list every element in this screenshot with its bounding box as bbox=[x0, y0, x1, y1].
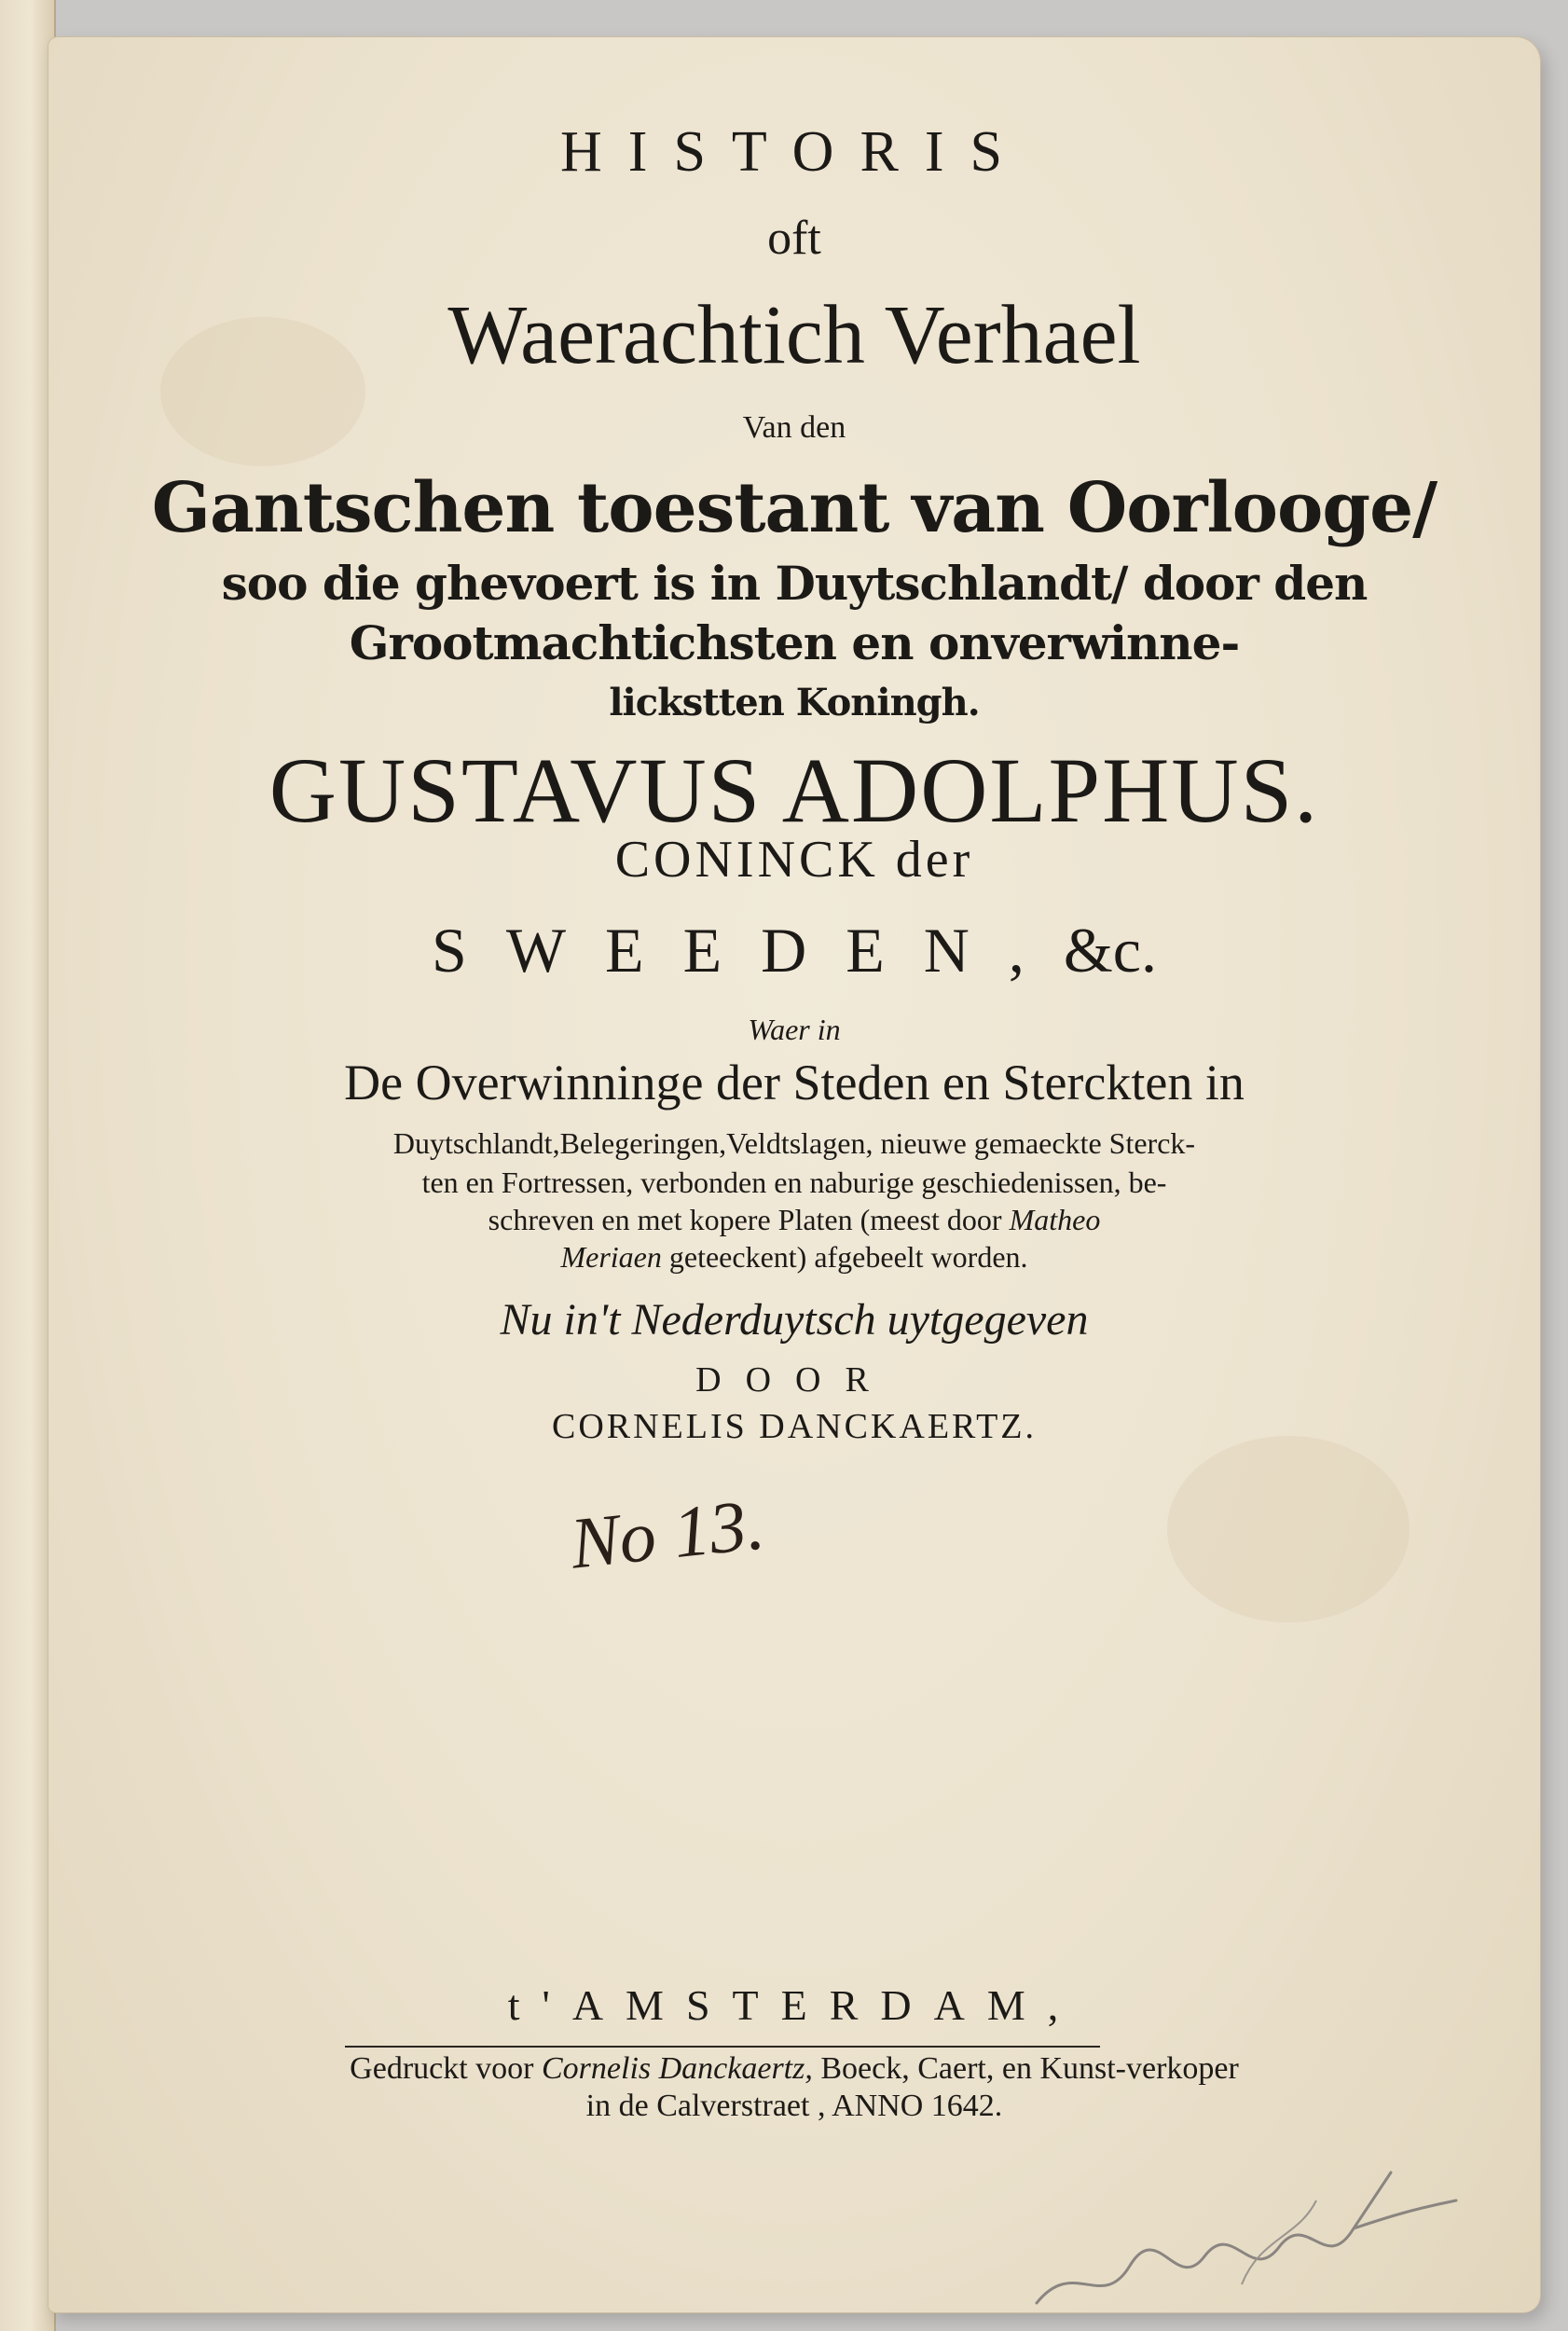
title-van-den: Van den bbox=[742, 410, 846, 445]
blackletter-line-1: Gantschen toestant van Oorlooge/ bbox=[151, 468, 1437, 548]
imprint-place: t'AMSTERDAM, bbox=[507, 1981, 1081, 2029]
etcetera: &c. bbox=[1063, 915, 1157, 986]
subtitle-heading: De Overwinninge der Steden en Sterckten in bbox=[344, 1055, 1245, 1110]
kingdom-line bbox=[48, 914, 1540, 987]
paper-stain bbox=[1167, 1436, 1410, 1622]
subtitle-line-3 bbox=[48, 1203, 1540, 1237]
left-page-edge bbox=[0, 0, 56, 2331]
blackletter-line-4: lickstten Koningh. bbox=[609, 681, 980, 724]
title-oft: oft bbox=[767, 212, 821, 265]
title-historis: HISTORIS bbox=[560, 120, 1028, 184]
imprint-trade: Boeck, Caert, en Kunst-verkoper bbox=[820, 2051, 1239, 2086]
subtitle-line-3-text: schreven en met kopere Platen (meest door bbox=[488, 1203, 1002, 1236]
imprint-publisher: Cornelis Danckaertz, bbox=[542, 2051, 813, 2086]
translator-name: CORNELIS DANCKAERTZ. bbox=[551, 1407, 1038, 1446]
translation-note: Nu in't Nederduytsch uytgegeven bbox=[500, 1295, 1089, 1345]
imprint-line-1 bbox=[48, 2051, 1540, 2087]
imprint-line-2: in de Calverstraet , ANNO 1642. bbox=[585, 2089, 1003, 2123]
subtitle-line-2: ten en Fortressen, verbonden en naburige geschiedenissen, be- bbox=[421, 1166, 1167, 1199]
waer-in: Waer in bbox=[748, 1013, 841, 1046]
blackletter-line-3: Grootmachtichsten en onverwinne- bbox=[349, 615, 1240, 670]
door-label: DOOR bbox=[695, 1360, 893, 1400]
king-name: GUSTAVUS ADOLPHUS. bbox=[268, 738, 1320, 842]
pencil-signature bbox=[1018, 2145, 1484, 2331]
title-waerachtich-verhael: Waerachtich Verhael bbox=[447, 289, 1141, 381]
king-title: CONINCK der bbox=[614, 831, 974, 889]
subtitle-line-4-text: geteeckent) afgebeelt worden. bbox=[668, 1240, 1028, 1274]
kingdom-name: SWEEDEN, bbox=[432, 915, 1064, 986]
subtitle-line-4 bbox=[48, 1240, 1540, 1275]
imprint-rule bbox=[345, 2046, 1100, 2048]
subtitle-line-1: Duytschlandt,Belegeringen,Veldtslagen, nieuwe gemaeckte Sterck- bbox=[392, 1126, 1196, 1160]
blackletter-line-2: soo die ghevoert is in Duytschlandt/ door den bbox=[221, 556, 1368, 611]
title-page bbox=[48, 37, 1540, 2312]
handwritten-number: No 13. bbox=[566, 1483, 768, 1584]
engraver-last-name: Meriaen bbox=[560, 1240, 662, 1274]
imprint-printed-for: Gedruckt voor bbox=[350, 2051, 534, 2086]
engraver-first-name: Matheo bbox=[1009, 1203, 1101, 1236]
